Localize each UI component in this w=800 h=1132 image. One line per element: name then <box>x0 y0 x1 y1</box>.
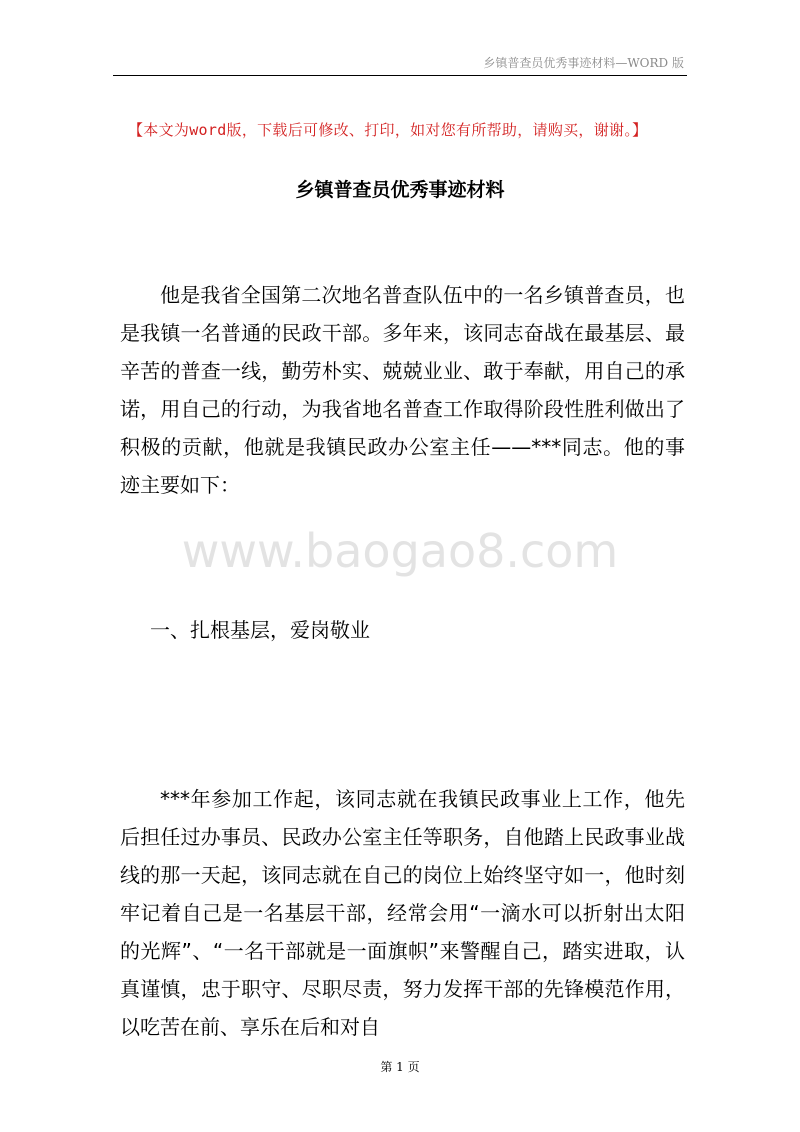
page-number: 第 1 页 <box>380 1060 420 1074</box>
document-title: 乡镇普查员优秀事迹材料 <box>295 179 505 201</box>
body-paragraph-2: ***年参加工作起，该同志就在我镇民政事业上工作，他先后担任过办事员、民政办公室主任等职务，自他踏上民政事业战线的那一天起，该同志就在自己的岗位上始终坚守如一，他时刻牢记着自己是一名基层干部，经常会用“一滴水可以折射出太阳的光辉”、“一名干部就是一面旗帜”来警醒自己，踏实进取，认真谨慎，忠于职守、尽职尽责，努力发挥干部的先锋模范作用，以吃苦在前、享乐在后和对自 <box>120 787 685 1039</box>
download-notice: 【本文为word版，下载后可修改、打印，如对您有所帮助，请购买，谢谢。】 <box>128 121 648 139</box>
section-heading-1: 一、扎根基层，爱岗敬业 <box>150 618 370 642</box>
running-header: 乡镇普查员优秀事迹材料—WORD 版 <box>483 56 684 70</box>
site-watermark: www.baogao8.com <box>181 524 619 578</box>
body-paragraph-1: 他是我省全国第二次地名普查队伍中的一名乡镇普查员，也是我镇一名普通的民政干部。多年来，该同志奋战在最基层、最辛苦的普查一线，勤劳朴实、兢兢业业、敢于奉献，用自己的承诺，用自己的行动，为我省地名普查工作取得阶段性胜利做出了积极的贡献，他就是我镇民政办公室主任——***同志。他的事迹主要如下： <box>120 283 685 497</box>
header-divider <box>113 75 687 76</box>
